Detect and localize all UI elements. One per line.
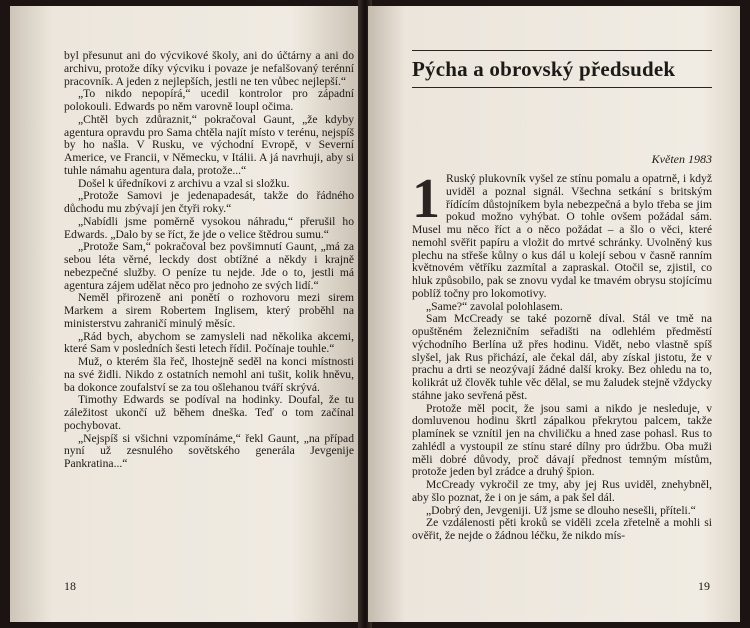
chapter-date: Květen 1983 — [651, 152, 712, 166]
chapter-rule — [412, 50, 712, 51]
paragraph-text: Ruský plukovník vyšel ze stínu pomalu a opatrně, i když uviděl a poznal signál. Všechna setkání s britským řídícím důstojníkem byla nebezpečná a bylo třeba se jim pokud možno vyhýbat. O tohle ovšem požádal sám. Musel mu něco říct a o něco požádat – a šlo o věci, které nemohl svěřit papíru a vložit do mrtvé schránky. Uvolněný kus plechu na střeše kůlny o kus dál u kolejí sebou v časně ranním květnovém větříku zazmítal a zapraskal. Otočil se, zjistil, co hluk způsobilo, pak se znovu vydal ke tmavém obrysu stojícímu poblíž točny pro lokomotivy. — [412, 172, 712, 300]
paragraph: „Nabídli jsme poměrně vysokou náhradu,“ přerušil ho Edwards. „Dalo by se říct, že jde o velice štědrou sumu.“ — [64, 214, 354, 241]
paragraph: „Dobrý den, Jevgeniji. Už jsme se dlouho nesešli, příteli.“ — [426, 503, 696, 517]
left-page-text — [64, 50, 354, 471]
drop-cap: 1 — [412, 168, 440, 230]
paragraph: Timothy Edwards se podíval na hodinky. Doufal, že tu záležitost ukončí už během dneška. Teď o tom začínal pochybovat. — [64, 393, 354, 432]
paragraph: „Same?“ zavolal polohlasem. — [426, 299, 563, 313]
paragraph: „Protože Samovi je jedenapadesát, takže do řádného důchodu mu zbývají jen čtyři roky.“ — [64, 189, 354, 215]
paragraph: Muž, o kterém šla řeč, lhostejně seděl na konci místnosti na své židli. Nikdo z ostatních nemohl ani tušit, kolik hněvu, ba dokonce zoufalství se za tou ošlehanou tváří skrývá. — [64, 355, 354, 394]
paragraph: byl přesunut ani do výcvikové školy, ani do účtárny a ani do archivu, protože díky výcviku i povaze je nefalšovaný terénní pracovník. A jeden z nejlepších, jestli ne ten vůbec nejlepší.“ — [64, 49, 354, 88]
paragraph: „Nejspíš si všichni vzpomínáme,“ řekl Gaunt, „na případ nyní už zesnulého sovětského generála Jevgenije Pankratina...“ — [64, 431, 354, 470]
paragraph — [412, 168, 712, 301]
paragraph: Ze vzdálenosti pěti kroků se viděli zcela zřetelně a mohli si ověřit, že nejde o žádnou léčku, že nikdo mís- — [412, 516, 712, 542]
paragraph: „Chtěl bych zdůraznit,“ pokračoval Gaunt, „že kdyby agentura opravdu pro Sama chtěla najít místo v terénu, nejspíš by ho našla. V Rusku, ve východní Evropě, v Severní Americe, ve Francii, v Německu, v Itálii. A já navrhuji, aby si tuhle námahu agentura dala, protože...“ — [64, 112, 354, 177]
paragraph: Sam McCready se také pozorně díval. Stál ve tmě na opuštěném železničním seřadišti na odlehlém předměstí východního Berlína už přes hodinu. Vidět, nebo vlastně spíš slyšel, jak Rus přichází, ale čekal dál, aby získal jistotu, že v prachu a drti se neozývají žádné další kroky. Bez ohledu na to, kolikrát už člověk tuhle věc dělal, se mu žaludek stejně vždycky stáhne jako sevřená pěst. — [412, 312, 712, 402]
right-page — [368, 6, 740, 622]
page-number-left: 18 — [64, 579, 76, 593]
paragraph: „To nikdo nepopírá,“ ucedil kontrolor pro západní polokouli. Edwards po něm varovně loupl očima. — [64, 87, 354, 113]
page-number-right: 19 — [698, 579, 710, 593]
chapter-title: Pýcha a obrovský předsudek — [412, 57, 712, 88]
paragraph: McCready vykročil ze tmy, aby jej Rus uviděl, znehybněl, aby šlo poznat, že i on je sám, a pak šel dál. — [412, 478, 712, 504]
paragraph: Došel k úředníkovi z archivu a vzal si složku. — [78, 176, 290, 190]
paragraph: Protože měl pocit, že jsou sami a nikdo je nesleduje, v domluvenou hodinu škrtl zápalkou překrytou palcem, takže plamínek se vznítil jen na chviličku a hned zase pohasl. Rus to zahlédl a vystoupil ze stínu staré dílny pro údržbu. Oba muži měli dobré důvody, proč dávají přednost temným místům, protože jeden byl zrádce a druhý špion. — [412, 401, 712, 479]
left-page — [10, 6, 362, 622]
paragraph: Neměl přirozeně ani ponětí o rozhovoru mezi sirem Markem a sirem Robertem Inglisem, který proběhl na ministerstvu zahraničí minulý měsíc. — [64, 291, 354, 330]
paragraph: „Protože Sam,“ pokračoval bez povšimnutí Gaunt, „má za sebou léta věrné, leckdy dost obtížné a někdy i krajně nebezpečné služby. O peníze tu nejde. Jde o to, jestli má agentura zájem udělat něco pro jednoho ze svých lidí.“ — [64, 240, 354, 292]
right-page-text — [412, 168, 712, 543]
paragraph: „Rád bych, abychom se zamysleli nad několika akcemi, které Sam v posledních šesti letech řídil. Počínaje touhle.“ — [64, 329, 354, 356]
